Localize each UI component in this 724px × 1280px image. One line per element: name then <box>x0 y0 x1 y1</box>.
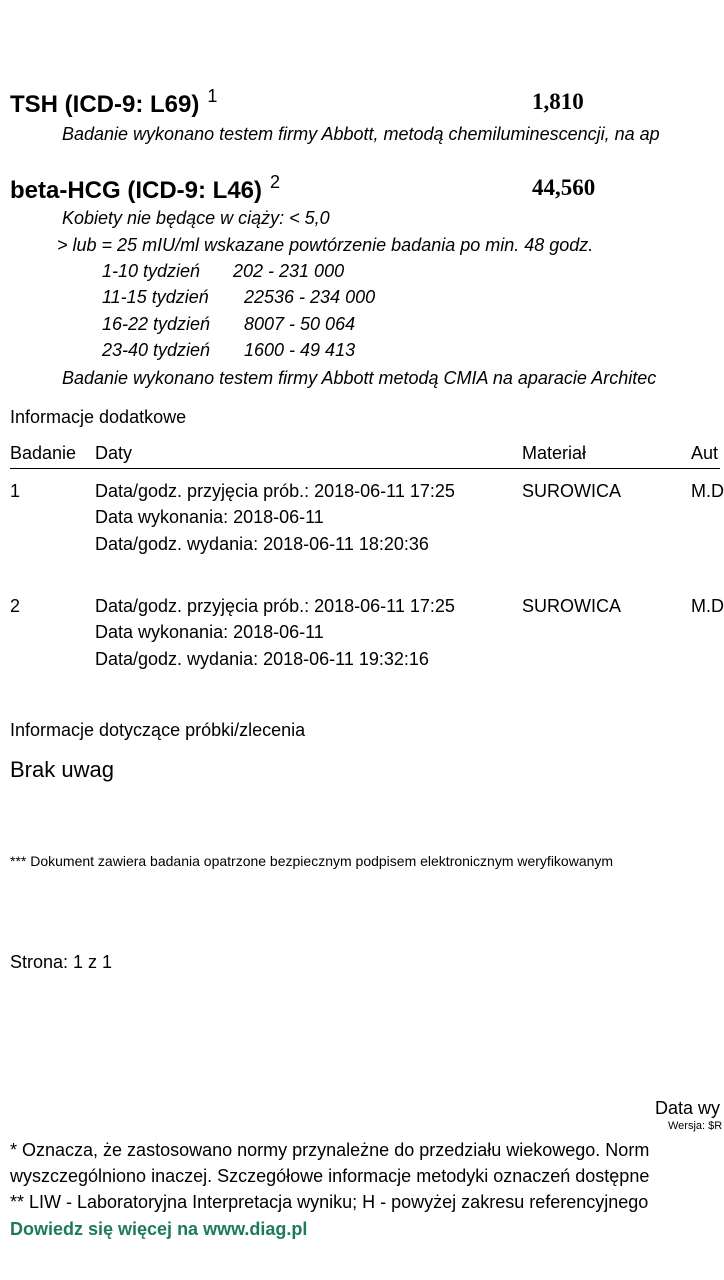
result-beta-hcg: 44,560 <box>532 175 596 200</box>
week-range: 202 - 231 000 <box>233 261 345 281</box>
week-label: 11-15 tydzień <box>102 287 209 307</box>
col-header-badanie: Badanie <box>10 443 77 463</box>
row-date-line: Data/godz. przyjęcia prób.: 2018-06-11 17:25 <box>95 481 455 501</box>
footer-link[interactable]: Dowiedz się więcej na www.diag.pl <box>10 1219 308 1239</box>
section-title-sample: Informacje dotyczące próbki/zlecenia <box>10 720 306 740</box>
row-date-line: Data wykonania: 2018-06-11 <box>95 622 324 642</box>
row-author: M.D <box>691 596 724 616</box>
footer-date-label: Data wy <box>655 1098 721 1118</box>
sample-remarks: Brak uwag <box>10 757 114 782</box>
hcg-note-nonpregnant: Kobiety nie będące w ciąży: < 5,0 <box>62 208 330 228</box>
row-date-line: Data wykonania: 2018-06-11 <box>95 507 324 527</box>
row-date-line: Data/godz. wydania: 2018-06-11 18:20:36 <box>95 534 429 554</box>
footer-version: Wersja: $R <box>668 1120 723 1132</box>
test-ref: 1 <box>207 86 218 106</box>
test-name-tsh <box>10 86 217 119</box>
row-material: SUROWICA <box>522 481 621 501</box>
row-date-line: Data/godz. przyjęcia prób.: 2018-06-11 17:25 <box>95 596 455 616</box>
test-title: TSH (ICD-9: L69) <box>10 91 200 118</box>
week-label: 16-22 tydzień <box>102 314 211 334</box>
row-num: 2 <box>10 596 21 616</box>
signature-note: *** Dokument zawiera badania opatrzone bezpiecznym podpisem elektronicznym weryfikowanym <box>10 853 614 869</box>
row-material: SUROWICA <box>522 596 621 616</box>
page-indicator: Strona: 1 z 1 <box>10 952 113 972</box>
col-header-daty: Daty <box>95 443 133 463</box>
hcg-method-note: Badanie wykonano testem firmy Abbott metodą CMIA na aparacie Architec <box>62 368 657 388</box>
week-range: 22536 - 234 000 <box>244 287 376 307</box>
row-num: 1 <box>10 481 21 501</box>
footer-note: ** LIW - Laboratoryjna Interpretacja wyniku; H - powyżej zakresu referencyjnego <box>10 1192 649 1212</box>
week-label: 1-10 tydzień <box>102 261 201 281</box>
week-range: 1600 - 49 413 <box>244 340 356 360</box>
week-label: 23-40 tydzień <box>102 340 211 360</box>
result-tsh: 1,810 <box>532 89 584 114</box>
test-name-beta-hcg <box>10 172 280 205</box>
row-author: M.D <box>691 481 724 501</box>
hcg-note-repeat: > lub = 25 mIU/ml wskazane powtórzenie badania po min. 48 godz. <box>57 235 594 255</box>
test-ref: 2 <box>270 172 281 192</box>
section-title-additional: Informacje dodatkowe <box>10 407 187 427</box>
row-date-line: Data/godz. wydania: 2018-06-11 19:32:16 <box>95 649 429 669</box>
footer-note: wyszczególniono inaczej. Szczegółowe informacje metodyki oznaczeń dostępne <box>10 1166 650 1186</box>
col-header-aut: Aut <box>691 443 719 463</box>
tsh-method-note: Badanie wykonano testem firmy Abbott, metodą chemiluminescencji, na ap <box>62 124 660 144</box>
header-divider <box>10 468 720 469</box>
col-header-material: Materiał <box>522 443 587 463</box>
test-title: beta-HCG (ICD-9: L46) <box>10 177 263 204</box>
footer-note: * Oznacza, że zastosowano normy przynależne do przedziału wiekowego. Norm <box>10 1140 650 1160</box>
week-range: 8007 - 50 064 <box>244 314 356 334</box>
